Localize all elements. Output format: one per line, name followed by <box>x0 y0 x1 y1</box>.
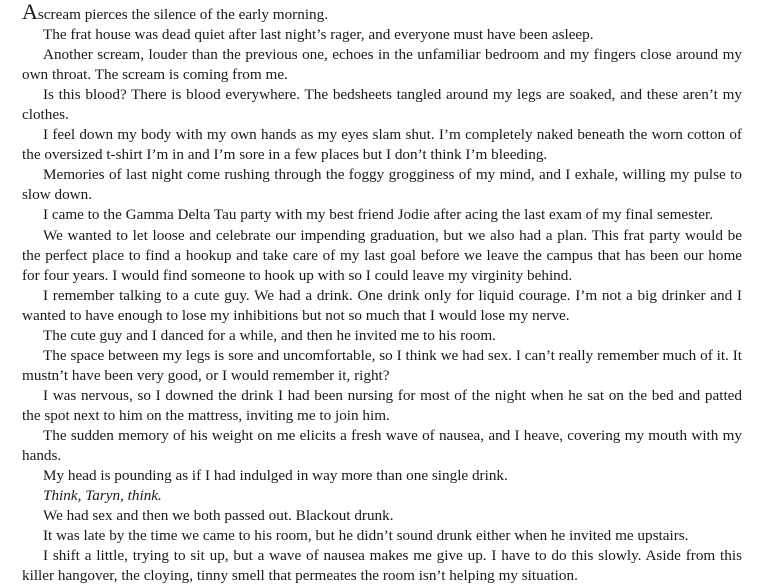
opening-text: scream pierces the silence of the early morning. <box>37 6 329 23</box>
paragraph: The frat house was dead quiet after last night’s rager, and everyone must have been asleep. <box>43 26 594 44</box>
paragraph: I came to the Gamma Delta Tau party with my best friend Jodie after acing the last exam of my final semester. <box>43 206 714 224</box>
paragraph: I shift a little, trying to sit up, but a wave of nausea makes me give up. I have to do this slowly. Aside from this killer hangover, the cloying, tinny smell that permeates the room isn’t helping my situation. <box>22 547 742 585</box>
document-page <box>22 0 742 586</box>
paragraph: We had sex and then we both passed out. Blackout drunk. <box>43 507 394 525</box>
drop-cap: A <box>22 0 38 24</box>
paragraph: My head is pounding as if I had indulged in way more than one single drink. <box>43 467 508 485</box>
paragraph: I was nervous, so I downed the drink I had been nursing for most of the night when he sat on the bed and patted the spot next to him on the mattress, inviting me to join him. <box>22 386 742 424</box>
paragraph-opening <box>22 0 742 25</box>
paragraph: The cute guy and I danced for a while, and then he invited me to his room. <box>43 326 496 344</box>
paragraph: We wanted to let loose and celebrate our impending graduation, but we also had a plan. This frat party would be the perfect place to find a hookup and take care of my last goal before we leave the campus that has been our home for four years. I would find someone to hook up with so I could leave my virginity behind. <box>22 226 742 284</box>
paragraph: Memories of last night come rushing through the foggy grogginess of my mind, and I exhale, willing my pulse to slow down. <box>22 166 742 204</box>
paragraph: Is this blood? There is blood everywhere. The bedsheets tangled around my legs are soaked, and these aren’t my clothes. <box>22 86 742 124</box>
paragraph: It was late by the time we came to his room, but he didn’t sound drunk either when he invited me upstairs. <box>43 527 689 545</box>
paragraph: I remember talking to a cute guy. We had a drink. One drink only for liquid courage. I’m not a big drinker and I wanted to have enough to lose my inhibitions but not so much that I would lose my nerve. <box>22 286 742 324</box>
paragraph: Another scream, louder than the previous one, echoes in the unfamiliar bedroom and my fingers close around my own throat. The scream is coming from me. <box>22 46 742 84</box>
paragraph-italic-thought: Think, Taryn, think. <box>43 487 162 505</box>
paragraph: The space between my legs is sore and uncomfortable, so I think we had sex. I can’t really remember much of it. It mustn’t have been very good, or I would remember it, right? <box>22 346 742 384</box>
paragraph: The sudden memory of his weight on me elicits a fresh wave of nausea, and I heave, covering my mouth with my hands. <box>22 426 742 465</box>
paragraph: I feel down my body with my own hands as my eyes slam shut. I’m completely naked beneath the worn cotton of the oversized t-shirt I’m in and I’m sore in a few places but I don’t think I’m bleeding. <box>22 126 742 164</box>
